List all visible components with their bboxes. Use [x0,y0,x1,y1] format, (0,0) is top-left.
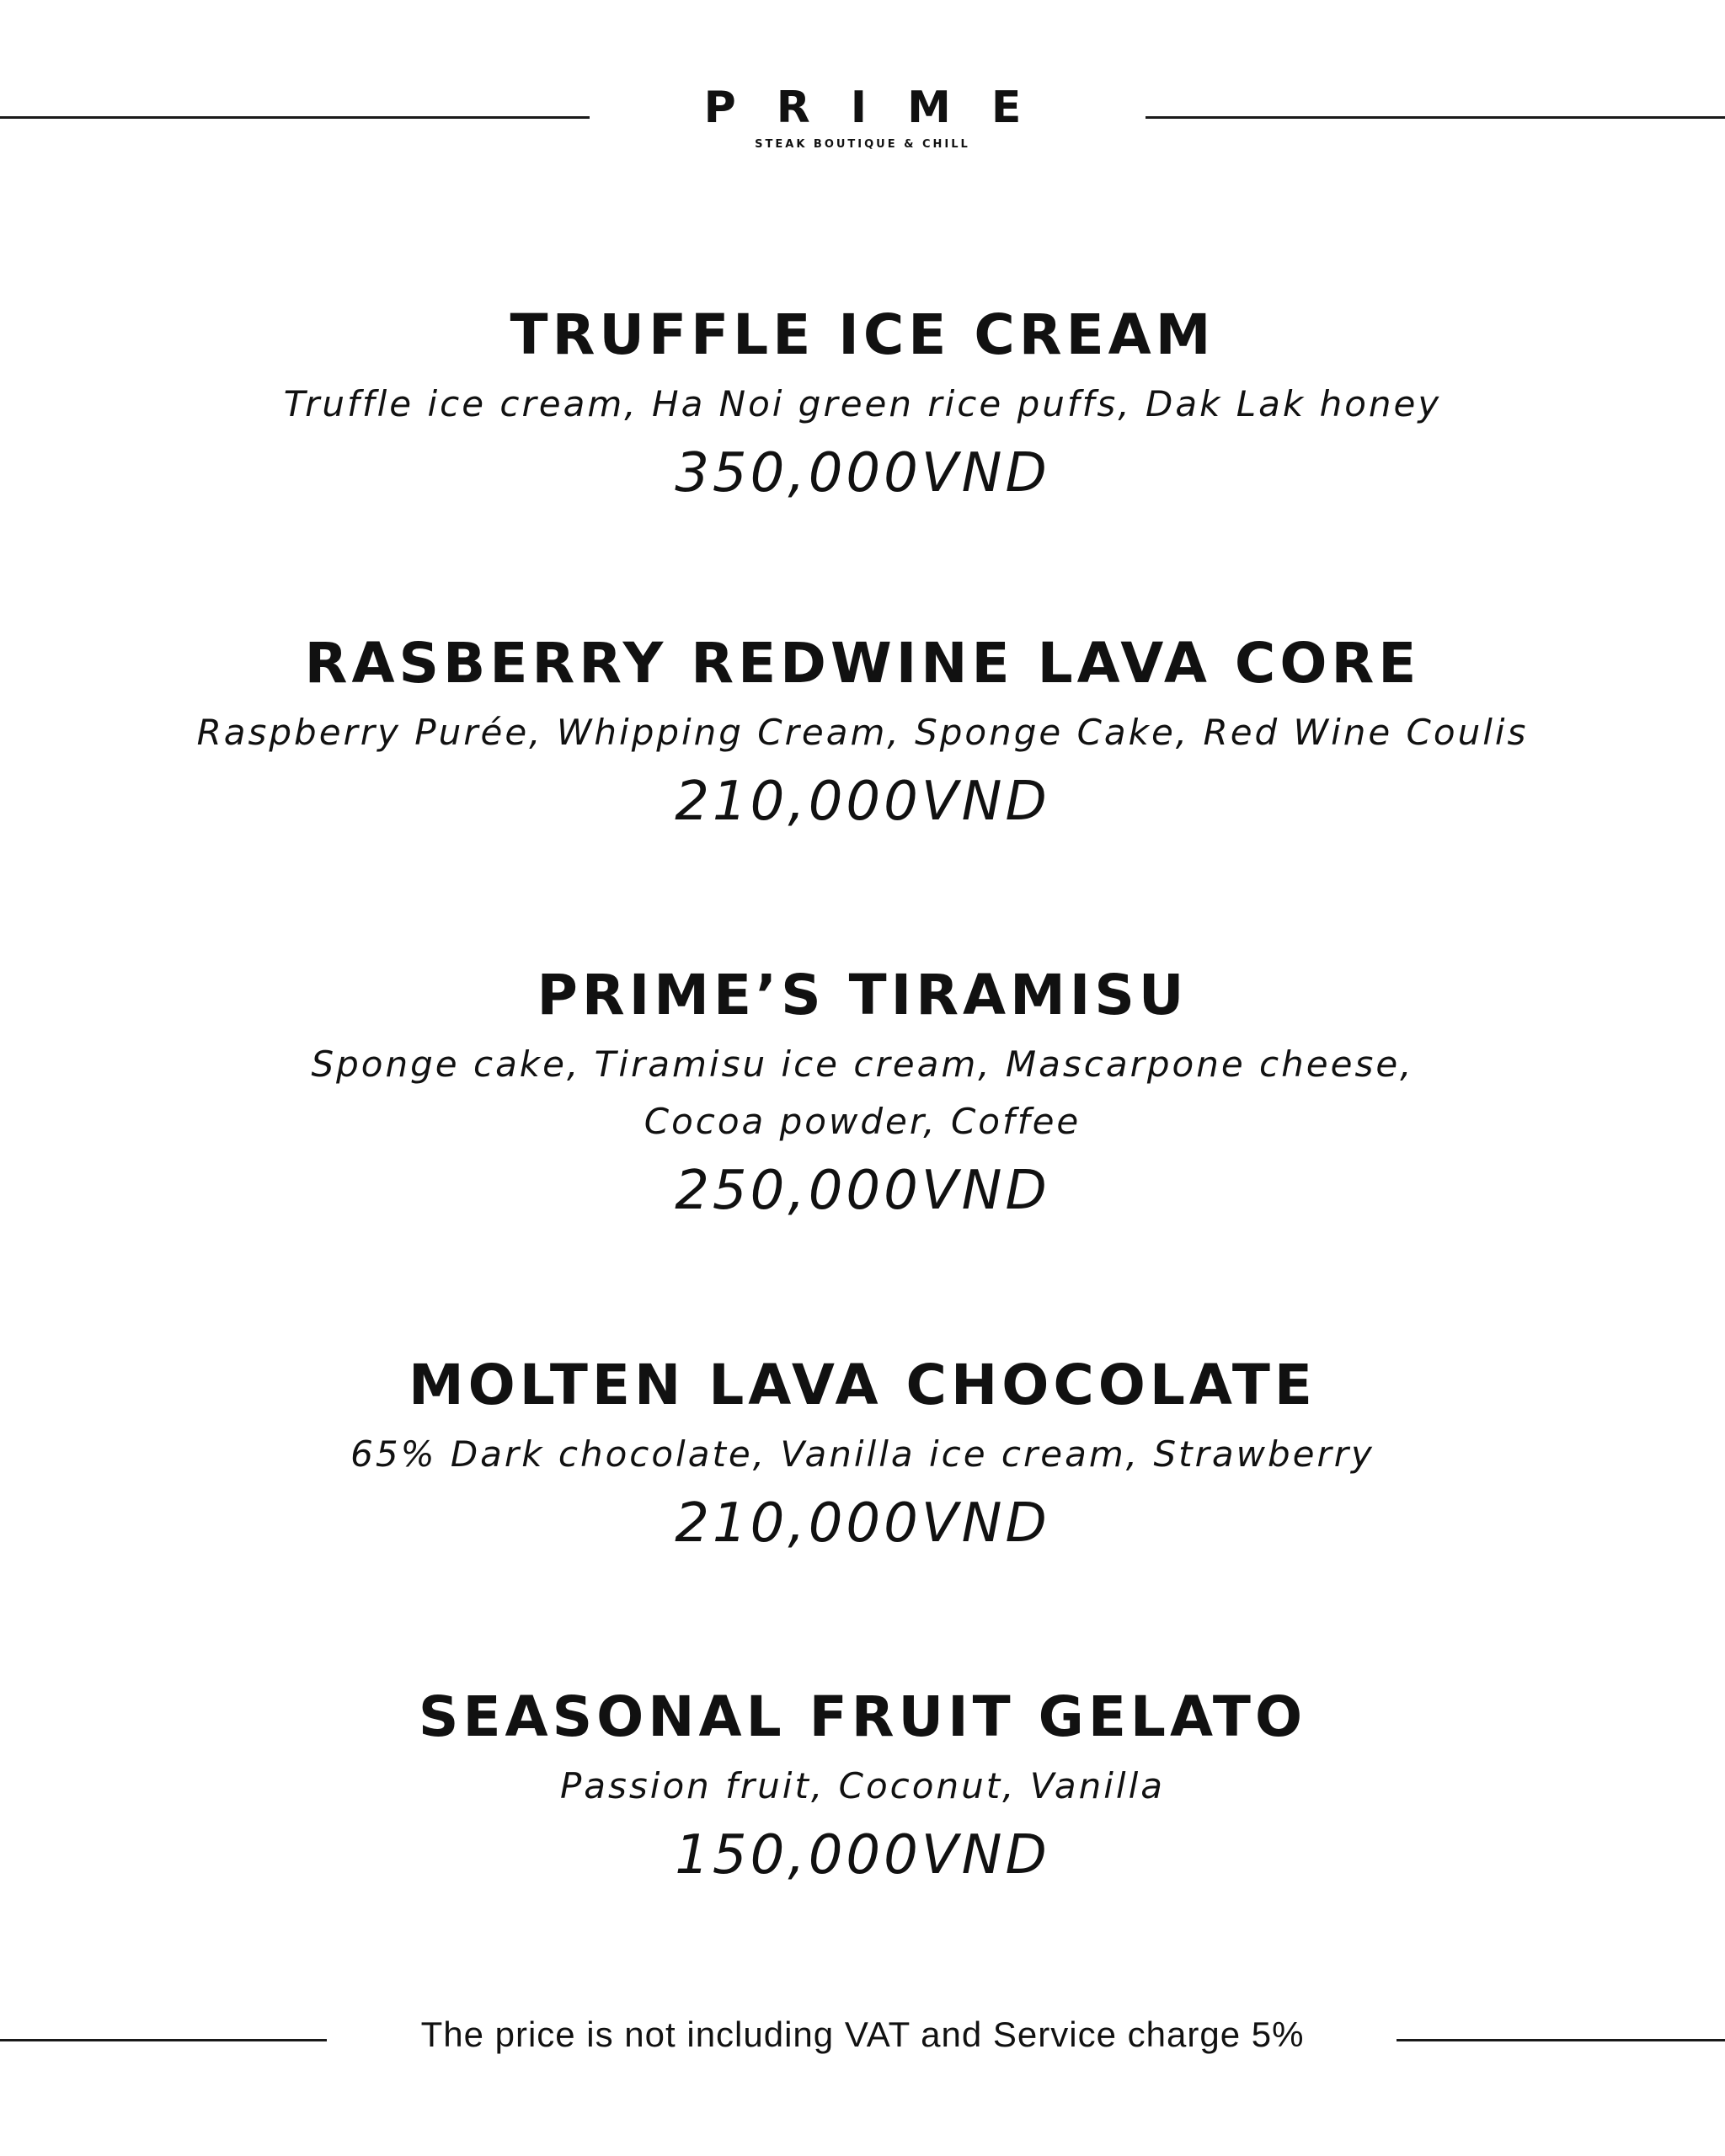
menu-item [0,962,1725,1225]
menu-item-price: 350,000VND [675,442,1050,504]
menu-item-name: MOLTEN LAVA CHOCOLATE [409,1353,1316,1417]
menu-item-description: Truffle ice cream, Ha Noi green rice puffs, Dak Lak honey [283,383,1442,424]
menu-item-name: SEASONAL FRUIT GELATO [418,1684,1307,1749]
menu-item-price: 150,000VND [675,1824,1050,1886]
menu-item [0,1684,1725,1889]
menu-item-description: Raspberry Purée, Whipping Cream, Sponge Cake, Red Wine Coulis [196,712,1529,753]
vat-notice: The price is not including VAT and Service charge 5% [420,2015,1305,2054]
menu-item [0,302,1725,507]
menu-item [0,630,1725,835]
logo-tagline: STEAK BOUTIQUE & CHILL [755,138,970,151]
menu-item-price: 210,000VND [675,771,1050,833]
menu-item-description: 65% Dark chocolate, Vanilla ice cream, Strawberry [350,1433,1375,1475]
brand-logo [0,83,1725,151]
menu-item-name: TRUFFLE ICE CREAM [510,302,1215,367]
menu-item-price: 250,000VND [675,1160,1050,1222]
menu-item [0,1352,1725,1557]
menu-item-price: 210,000VND [675,1492,1050,1555]
menu-item-description: Passion fruit, Coconut, Vanilla [559,1765,1166,1806]
logo-wordmark: PRIME [703,83,1062,133]
menu-item-name: RASBERRY REDWINE LAVA CORE [304,631,1421,696]
menu-item-description: Sponge cake, Tiramisu ice cream, Mascarpone cheese, Cocoa powder, Coffee [311,1043,1414,1142]
menu-item-name: PRIME’S TIRAMISU [537,963,1188,1027]
